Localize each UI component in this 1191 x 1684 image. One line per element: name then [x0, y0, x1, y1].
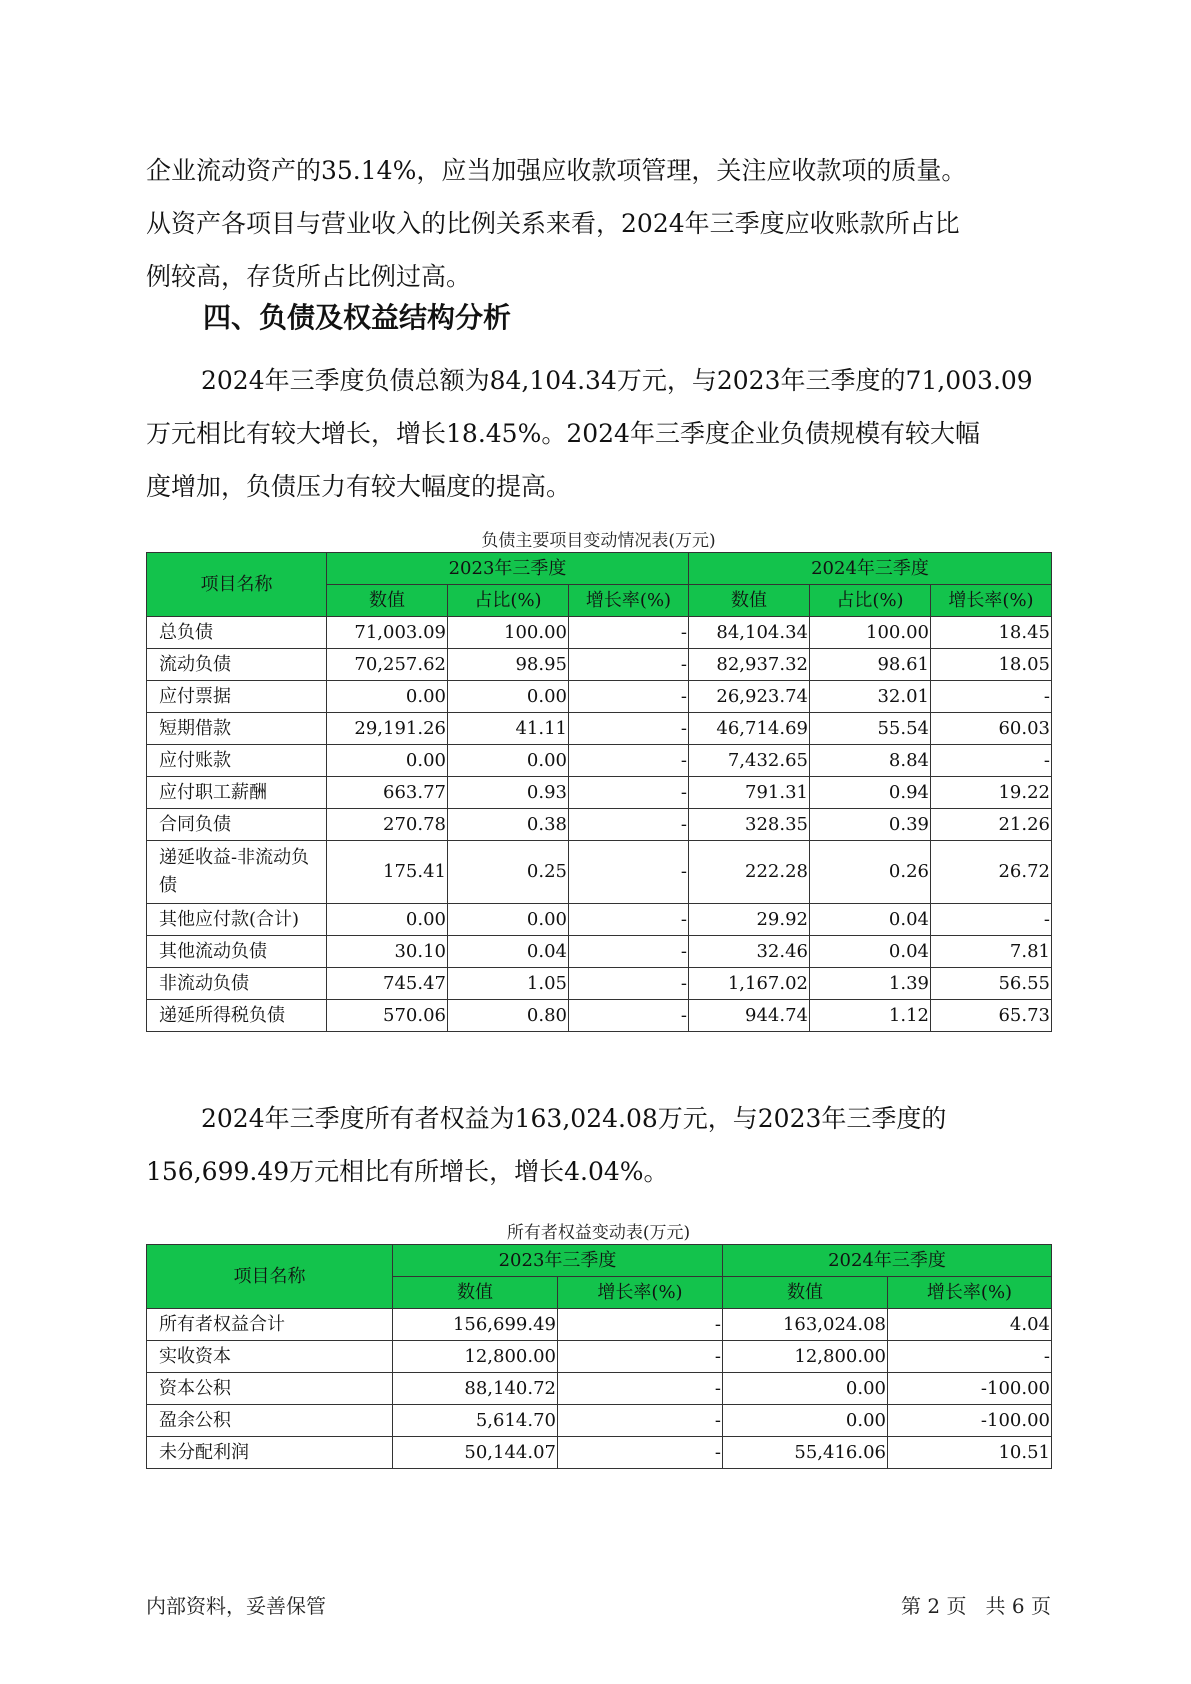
- paragraph-line: 156,699.49万元相比有所增长，增长4.04%。: [146, 1157, 669, 1186]
- cell-share-2024: 0.39: [810, 809, 931, 841]
- cell-share-2024: 1.12: [810, 1000, 931, 1032]
- cell-value-2023: 30.10: [327, 936, 448, 968]
- table-caption-equity: 所有者权益变动表(万元): [506, 1223, 691, 1243]
- section-heading: 四、负债及权益结构分析: [203, 301, 512, 334]
- cell-growth-2024: 65.73: [931, 1000, 1052, 1032]
- cell-share-2023: 0.00: [448, 681, 569, 713]
- cell-growth-2023: -: [569, 968, 689, 1000]
- row-name: 递延收益-非流动负债: [147, 841, 327, 904]
- row-name: 所有者权益合计: [147, 1309, 393, 1341]
- header-value: 数值: [689, 585, 810, 617]
- cell-growth-2023: -: [569, 841, 689, 904]
- row-name: 流动负债: [147, 649, 327, 681]
- cell-value-2024: 26,923.74: [689, 681, 810, 713]
- cell-value-2024: 55,416.06: [723, 1437, 888, 1469]
- table-row: [147, 649, 1052, 681]
- cell-growth-2023: -: [569, 1000, 689, 1032]
- row-name: 非流动负债: [147, 968, 327, 1000]
- cell-growth-2023: -: [569, 745, 689, 777]
- header-item-name: 项目名称: [147, 1245, 393, 1309]
- table-row: [147, 1309, 1052, 1341]
- cell-growth-2024: -100.00: [888, 1373, 1052, 1405]
- cell-share-2024: 0.04: [810, 904, 931, 936]
- cell-growth-2023: -: [569, 649, 689, 681]
- table-row: [147, 713, 1052, 745]
- cell-share-2023: 0.93: [448, 777, 569, 809]
- cell-share-2023: 0.00: [448, 904, 569, 936]
- cell-value-2024: 328.35: [689, 809, 810, 841]
- row-name: 未分配利润: [147, 1437, 393, 1469]
- table-caption-liabilities: 负债主要项目变动情况表(万元): [481, 531, 716, 551]
- cell-value-2023: 270.78: [327, 809, 448, 841]
- cell-growth-2024: 4.04: [888, 1309, 1052, 1341]
- row-name: 其他流动负债: [147, 936, 327, 968]
- header-growth: 增长率(%): [558, 1277, 723, 1309]
- header-period-2023: 2023年三季度: [327, 553, 689, 585]
- paragraph-line: 度增加，负债压力有较大幅度的提高。: [146, 472, 572, 501]
- cell-share-2023: 0.80: [448, 1000, 569, 1032]
- cell-share-2023: 100.00: [448, 617, 569, 649]
- cell-value-2024: 12,800.00: [723, 1341, 888, 1373]
- cell-growth-2023: -: [569, 809, 689, 841]
- header-growth: 增长率(%): [931, 585, 1052, 617]
- cell-growth-2023: -: [569, 777, 689, 809]
- row-name: 实收资本: [147, 1341, 393, 1373]
- header-growth: 增长率(%): [888, 1277, 1052, 1309]
- row-name: 其他应付款(合计): [147, 904, 327, 936]
- cell-value-2023: 5,614.70: [393, 1405, 558, 1437]
- cell-share-2024: 98.61: [810, 649, 931, 681]
- cell-value-2023: 29,191.26: [327, 713, 448, 745]
- header-value: 数值: [393, 1277, 558, 1309]
- table-row: [147, 617, 1052, 649]
- cell-growth-2024: 10.51: [888, 1437, 1052, 1469]
- cell-growth-2023: -: [558, 1437, 723, 1469]
- cell-share-2024: 32.01: [810, 681, 931, 713]
- cell-share-2023: 0.04: [448, 936, 569, 968]
- paragraph-liabilities: [146, 354, 1066, 513]
- cell-value-2024: 944.74: [689, 1000, 810, 1032]
- row-name: 应付账款: [147, 745, 327, 777]
- cell-value-2023: 0.00: [327, 745, 448, 777]
- header-item-name: 项目名称: [147, 553, 327, 617]
- footer-confidential-note: 内部资料，妥善保管: [146, 1594, 326, 1618]
- cell-share-2024: 0.94: [810, 777, 931, 809]
- cell-growth-2023: -: [558, 1373, 723, 1405]
- cell-growth-2024: -: [931, 904, 1052, 936]
- row-name: 合同负债: [147, 809, 327, 841]
- cell-growth-2024: -: [931, 681, 1052, 713]
- cell-value-2024: 32.46: [689, 936, 810, 968]
- cell-value-2024: 1,167.02: [689, 968, 810, 1000]
- cell-share-2023: 0.00: [448, 745, 569, 777]
- cell-growth-2024: 18.05: [931, 649, 1052, 681]
- cell-value-2023: 156,699.49: [393, 1309, 558, 1341]
- cell-value-2024: 222.28: [689, 841, 810, 904]
- header-period-2024: 2024年三季度: [723, 1245, 1052, 1277]
- cell-growth-2024: 26.72: [931, 841, 1052, 904]
- header-share: 占比(%): [448, 585, 569, 617]
- cell-growth-2023: -: [558, 1405, 723, 1437]
- table-row: [147, 809, 1052, 841]
- table-row: [147, 968, 1052, 1000]
- footer-page-number: 第 2 页 共 6 页: [901, 1594, 1051, 1618]
- cell-value-2023: 12,800.00: [393, 1341, 558, 1373]
- cell-value-2023: 0.00: [327, 904, 448, 936]
- table-row: [147, 936, 1052, 968]
- cell-growth-2024: -: [931, 745, 1052, 777]
- paragraph-line: 从资产各项目与营业收入的比例关系来看，2024年三季度应收账款所占比: [146, 209, 960, 238]
- paragraph-line: 万元相比有较大增长，增长18.45%。2024年三季度企业负债规模有较大幅: [146, 419, 980, 448]
- cell-value-2024: 29.92: [689, 904, 810, 936]
- cell-share-2023: 1.05: [448, 968, 569, 1000]
- row-name: 递延所得税负债: [147, 1000, 327, 1032]
- header-growth: 增长率(%): [569, 585, 689, 617]
- paragraph-equity: [146, 1092, 1066, 1198]
- header-period-2023: 2023年三季度: [393, 1245, 723, 1277]
- cell-growth-2024: -100.00: [888, 1405, 1052, 1437]
- cell-value-2024: 163,024.08: [723, 1309, 888, 1341]
- cell-value-2023: 50,144.07: [393, 1437, 558, 1469]
- cell-value-2023: 88,140.72: [393, 1373, 558, 1405]
- cell-value-2024: 46,714.69: [689, 713, 810, 745]
- cell-growth-2024: 60.03: [931, 713, 1052, 745]
- liabilities-table: [146, 552, 1052, 1032]
- table-row: [147, 1373, 1052, 1405]
- cell-growth-2024: 19.22: [931, 777, 1052, 809]
- cell-value-2024: 84,104.34: [689, 617, 810, 649]
- table-row: [147, 745, 1052, 777]
- row-name: 盈余公积: [147, 1405, 393, 1437]
- paragraph-line: 例较高，存货所占比例过高。: [146, 262, 472, 291]
- table-row: [147, 1341, 1052, 1373]
- cell-growth-2023: -: [569, 936, 689, 968]
- cell-value-2024: 7,432.65: [689, 745, 810, 777]
- cell-share-2024: 0.26: [810, 841, 931, 904]
- cell-share-2024: 1.39: [810, 968, 931, 1000]
- row-name: 应付职工薪酬: [147, 777, 327, 809]
- cell-growth-2023: -: [558, 1309, 723, 1341]
- row-name: 资本公积: [147, 1373, 393, 1405]
- cell-share-2024: 55.54: [810, 713, 931, 745]
- cell-share-2023: 0.25: [448, 841, 569, 904]
- table-row: [147, 841, 1052, 904]
- cell-share-2024: 8.84: [810, 745, 931, 777]
- cell-share-2023: 41.11: [448, 713, 569, 745]
- row-name: 总负债: [147, 617, 327, 649]
- cell-growth-2023: -: [569, 904, 689, 936]
- paragraph-receivables: [146, 144, 1066, 303]
- cell-share-2024: 100.00: [810, 617, 931, 649]
- cell-value-2024: 791.31: [689, 777, 810, 809]
- table-row: [147, 1437, 1052, 1469]
- cell-growth-2023: -: [569, 617, 689, 649]
- table-row: [147, 1000, 1052, 1032]
- cell-value-2023: 70,257.62: [327, 649, 448, 681]
- cell-growth-2024: -: [888, 1341, 1052, 1373]
- cell-value-2024: 82,937.32: [689, 649, 810, 681]
- cell-growth-2024: 56.55: [931, 968, 1052, 1000]
- cell-value-2023: 71,003.09: [327, 617, 448, 649]
- cell-share-2024: 0.04: [810, 936, 931, 968]
- cell-growth-2024: 7.81: [931, 936, 1052, 968]
- cell-share-2023: 98.95: [448, 649, 569, 681]
- cell-growth-2023: -: [569, 681, 689, 713]
- cell-value-2023: 745.47: [327, 968, 448, 1000]
- table-row: [147, 904, 1052, 936]
- equity-table: [146, 1244, 1052, 1469]
- cell-value-2023: 175.41: [327, 841, 448, 904]
- cell-value-2023: 663.77: [327, 777, 448, 809]
- row-name: 短期借款: [147, 713, 327, 745]
- paragraph-line: 企业流动资产的35.14%，应当加强应收款项管理，关注应收款项的质量。: [146, 156, 967, 185]
- cell-growth-2024: 21.26: [931, 809, 1052, 841]
- cell-growth-2023: -: [558, 1341, 723, 1373]
- cell-value-2023: 570.06: [327, 1000, 448, 1032]
- cell-value-2024: 0.00: [723, 1405, 888, 1437]
- header-period-2024: 2024年三季度: [689, 553, 1052, 585]
- header-value: 数值: [723, 1277, 888, 1309]
- paragraph-line: 2024年三季度所有者权益为163,024.08万元，与2023年三季度的: [201, 1104, 947, 1133]
- cell-growth-2023: -: [569, 713, 689, 745]
- row-name: 应付票据: [147, 681, 327, 713]
- cell-growth-2024: 18.45: [931, 617, 1052, 649]
- paragraph-line: 2024年三季度负债总额为84,104.34万元，与2023年三季度的71,003.09: [201, 366, 1033, 395]
- table-row: [147, 681, 1052, 713]
- header-share: 占比(%): [810, 585, 931, 617]
- cell-value-2024: 0.00: [723, 1373, 888, 1405]
- table-row: [147, 1405, 1052, 1437]
- table-row: [147, 777, 1052, 809]
- header-value: 数值: [327, 585, 448, 617]
- cell-value-2023: 0.00: [327, 681, 448, 713]
- cell-share-2023: 0.38: [448, 809, 569, 841]
